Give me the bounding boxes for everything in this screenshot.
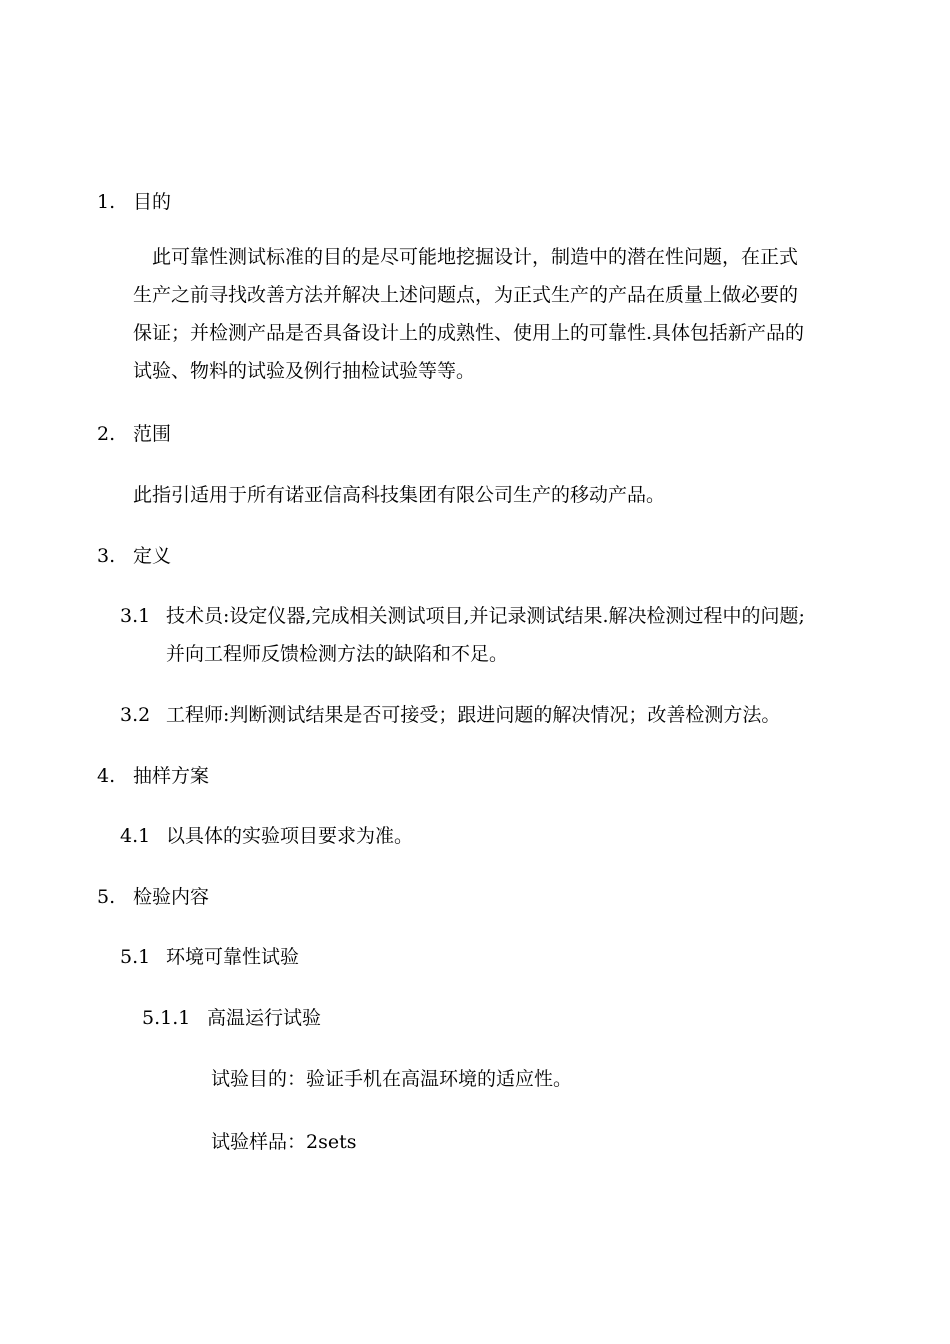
paragraph-line: 试验、物料的试验及例行抽检试验等等。: [133, 360, 476, 382]
section-number: 5.: [97, 886, 116, 908]
test-samples: 试验样品：2sets: [211, 1131, 357, 1153]
definition-number: 3.2: [120, 704, 151, 726]
section-number: 4.: [97, 765, 116, 787]
section-number: 3.: [97, 545, 116, 567]
sampling-text: 以具体的实验项目要求为准。: [166, 825, 414, 847]
section-title-purpose: 目的: [133, 191, 172, 213]
sampling-number: 4.1: [120, 825, 151, 847]
subsubsection-number: 5.1.1: [142, 1007, 191, 1029]
subsubsection-title: 高温运行试验: [207, 1007, 322, 1029]
scope-text: 此指引适用于所有诺亚信高科技集团有限公司生产的移动产品。: [133, 484, 666, 506]
section-number: 2.: [97, 423, 116, 445]
subsection-title: 环境可靠性试验: [166, 946, 300, 968]
section-title-scope: 范围: [133, 423, 172, 445]
section-title-inspection: 检验内容: [133, 886, 210, 908]
subsection-number: 5.1: [120, 946, 151, 968]
section-title-sampling: 抽样方案: [133, 765, 210, 787]
paragraph-line: 生产之前寻找改善方法并解决上述问题点，为正式生产的产品在质量上做必要的: [133, 284, 799, 306]
definition-technician: 技术员:设定仪器,完成相关测试项目,并记录测试结果.解决检测过程中的问题;: [166, 605, 805, 627]
definition-number: 3.1: [120, 605, 151, 627]
section-number: 1.: [97, 191, 116, 213]
purpose-paragraph: [133, 238, 853, 390]
definition-engineer: 工程师:判断测试结果是否可接受；跟进问题的解决情况；改善检测方法。: [166, 704, 781, 726]
paragraph-line: 此可靠性测试标准的目的是尽可能地挖掘设计，制造中的潜在性问题，在正式: [152, 246, 799, 268]
definition-technician-cont: 并向工程师反馈检测方法的缺陷和不足。: [166, 643, 509, 665]
test-purpose: 试验目的：验证手机在高温环境的适应性。: [211, 1068, 573, 1090]
paragraph-line: 保证；并检测产品是否具备设计上的成熟性、使用上的可靠性.具体包括新产品的: [133, 322, 805, 344]
section-title-definitions: 定义: [133, 545, 172, 567]
